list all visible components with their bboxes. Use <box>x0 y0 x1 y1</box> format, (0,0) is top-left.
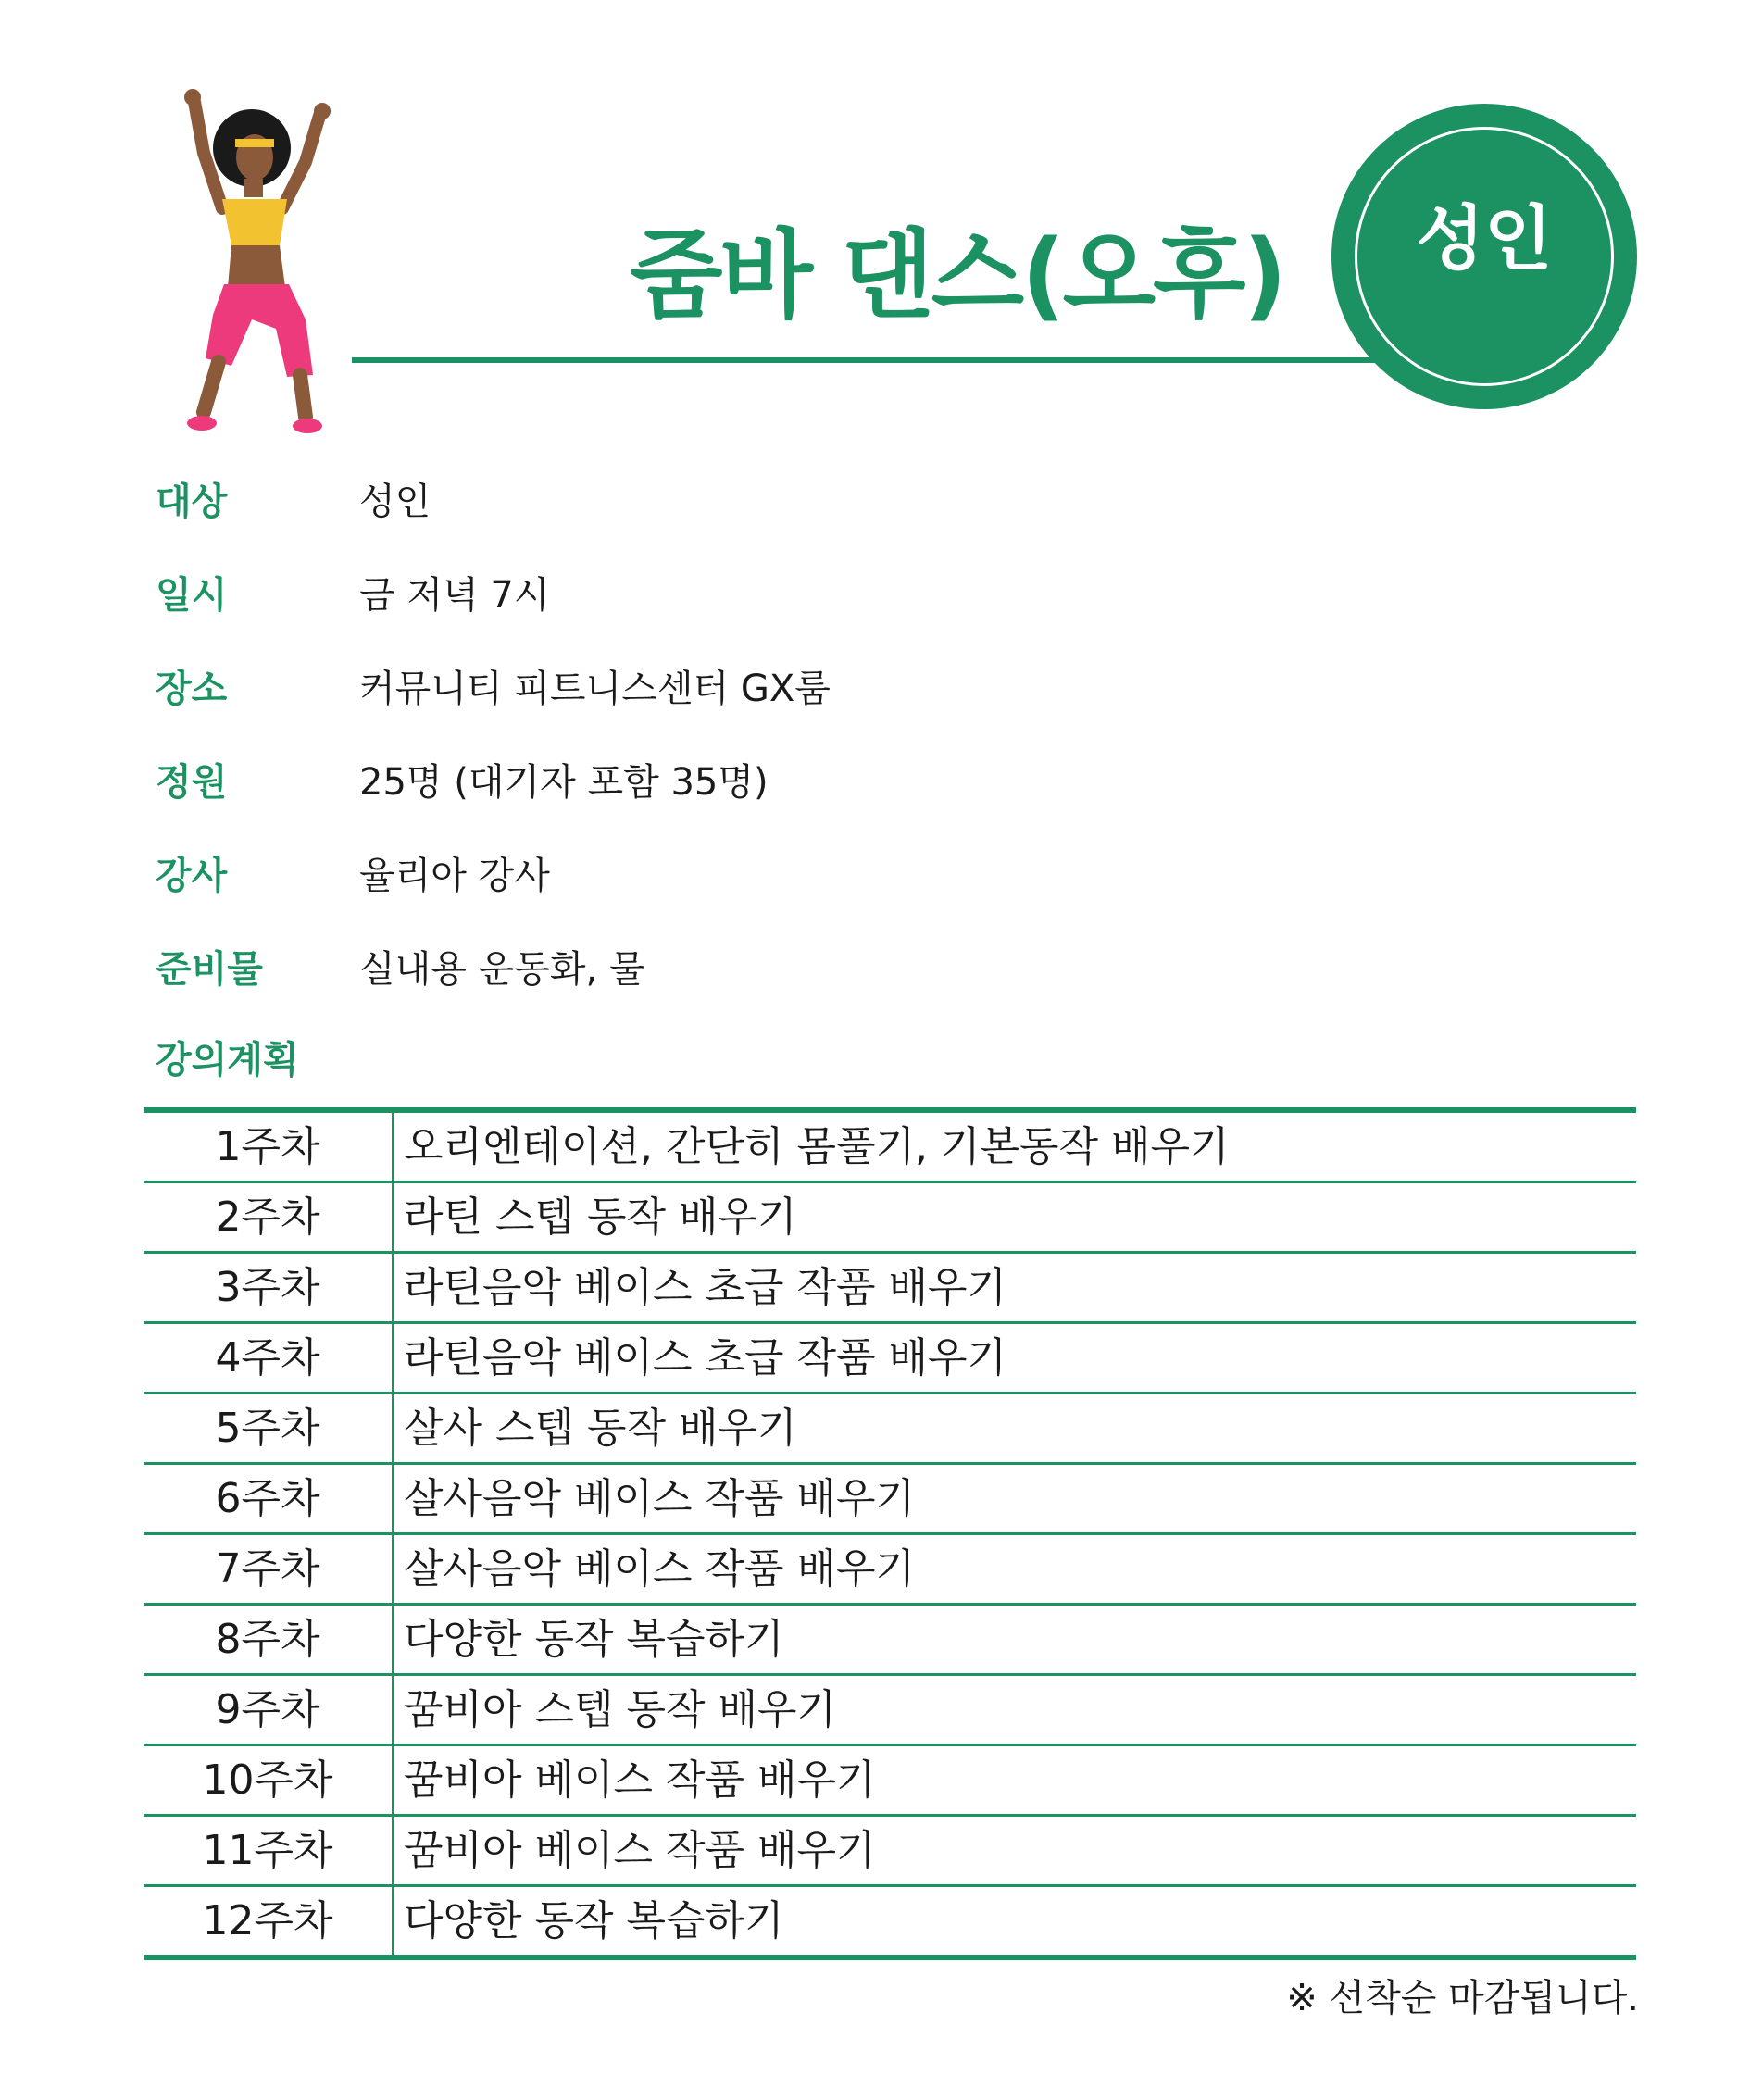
content-cell: 꿈비아 베이스 작품 배우기 <box>404 1756 876 1804</box>
info-value-instructor: 율리아 강사 <box>359 855 550 897</box>
dancer-illustration <box>167 88 352 440</box>
week-cell: 7주차 <box>144 1535 394 1603</box>
page-title: 줌바 댄스(오후) <box>630 219 1285 331</box>
week-cell: 3주차 <box>144 1254 394 1321</box>
content-cell: 라틴음악 베이스 초급 작품 배우기 <box>404 1334 1006 1381</box>
info-label-capacity: 정원 <box>156 761 228 804</box>
audience-badge <box>1331 104 1637 409</box>
table-row <box>144 1884 1636 1955</box>
week-cell: 5주차 <box>144 1394 394 1462</box>
content-cell: 다양한 동작 복습하기 <box>404 1616 784 1663</box>
table-row <box>144 1251 1636 1321</box>
content-cell: 라틴 스텝 동작 배우기 <box>404 1194 797 1241</box>
info-label-target: 대상 <box>156 481 228 523</box>
table-row <box>144 1673 1636 1744</box>
info-label-datetime: 일시 <box>156 574 228 617</box>
info-value-capacity: 25명 (대기자 포함 35명) <box>359 761 769 804</box>
notice-text: ※ 선착순 마감됩니다. <box>1286 1977 1639 2019</box>
info-value-location: 커뮤니티 피트니스센터 GX룸 <box>359 668 831 710</box>
content-cell: 다양한 동작 복습하기 <box>404 1897 784 1944</box>
content-cell: 살사 스텝 동작 배우기 <box>404 1405 797 1452</box>
content-cell: 살사음악 베이스 작품 배우기 <box>404 1545 916 1593</box>
content-cell: 라틴음악 베이스 초급 작품 배우기 <box>404 1264 1006 1311</box>
week-cell: 11주차 <box>144 1817 394 1884</box>
week-cell: 12주차 <box>144 1887 394 1955</box>
week-cell: 9주차 <box>144 1676 394 1744</box>
plan-heading: 강의계획 <box>156 1039 299 1081</box>
week-cell: 1주차 <box>144 1113 394 1181</box>
content-cell: 꿈비아 스텝 동작 배우기 <box>404 1686 836 1733</box>
week-cell: 2주차 <box>144 1183 394 1251</box>
info-label-instructor: 강사 <box>156 855 228 897</box>
week-cell: 8주차 <box>144 1606 394 1673</box>
content-cell: 살사음악 베이스 작품 배우기 <box>404 1475 916 1522</box>
table-row <box>144 1181 1636 1251</box>
plan-table <box>144 1107 1636 1960</box>
table-row <box>144 1532 1636 1603</box>
table-row <box>144 1603 1636 1673</box>
table-row <box>144 1744 1636 1814</box>
week-cell: 10주차 <box>144 1746 394 1814</box>
info-label-location: 장소 <box>156 668 228 710</box>
week-cell: 6주차 <box>144 1465 394 1532</box>
table-row <box>144 1462 1636 1532</box>
info-value-datetime: 금 저녁 7시 <box>359 574 550 617</box>
title-underline <box>352 357 1398 363</box>
table-row <box>144 1814 1636 1884</box>
table-row <box>144 1392 1636 1462</box>
info-value-supplies: 실내용 운동화, 물 <box>359 948 645 991</box>
info-label-supplies: 준비물 <box>156 948 263 991</box>
table-row <box>144 1321 1636 1392</box>
content-cell: 꿈비아 베이스 작품 배우기 <box>404 1827 876 1874</box>
info-value-target: 성인 <box>359 481 431 523</box>
week-cell: 4주차 <box>144 1324 394 1392</box>
badge-label: 성인 <box>1416 197 1553 280</box>
table-row <box>144 1113 1636 1181</box>
content-cell: 오리엔테이션, 간단히 몸풀기, 기본동작 배우기 <box>404 1123 1230 1170</box>
